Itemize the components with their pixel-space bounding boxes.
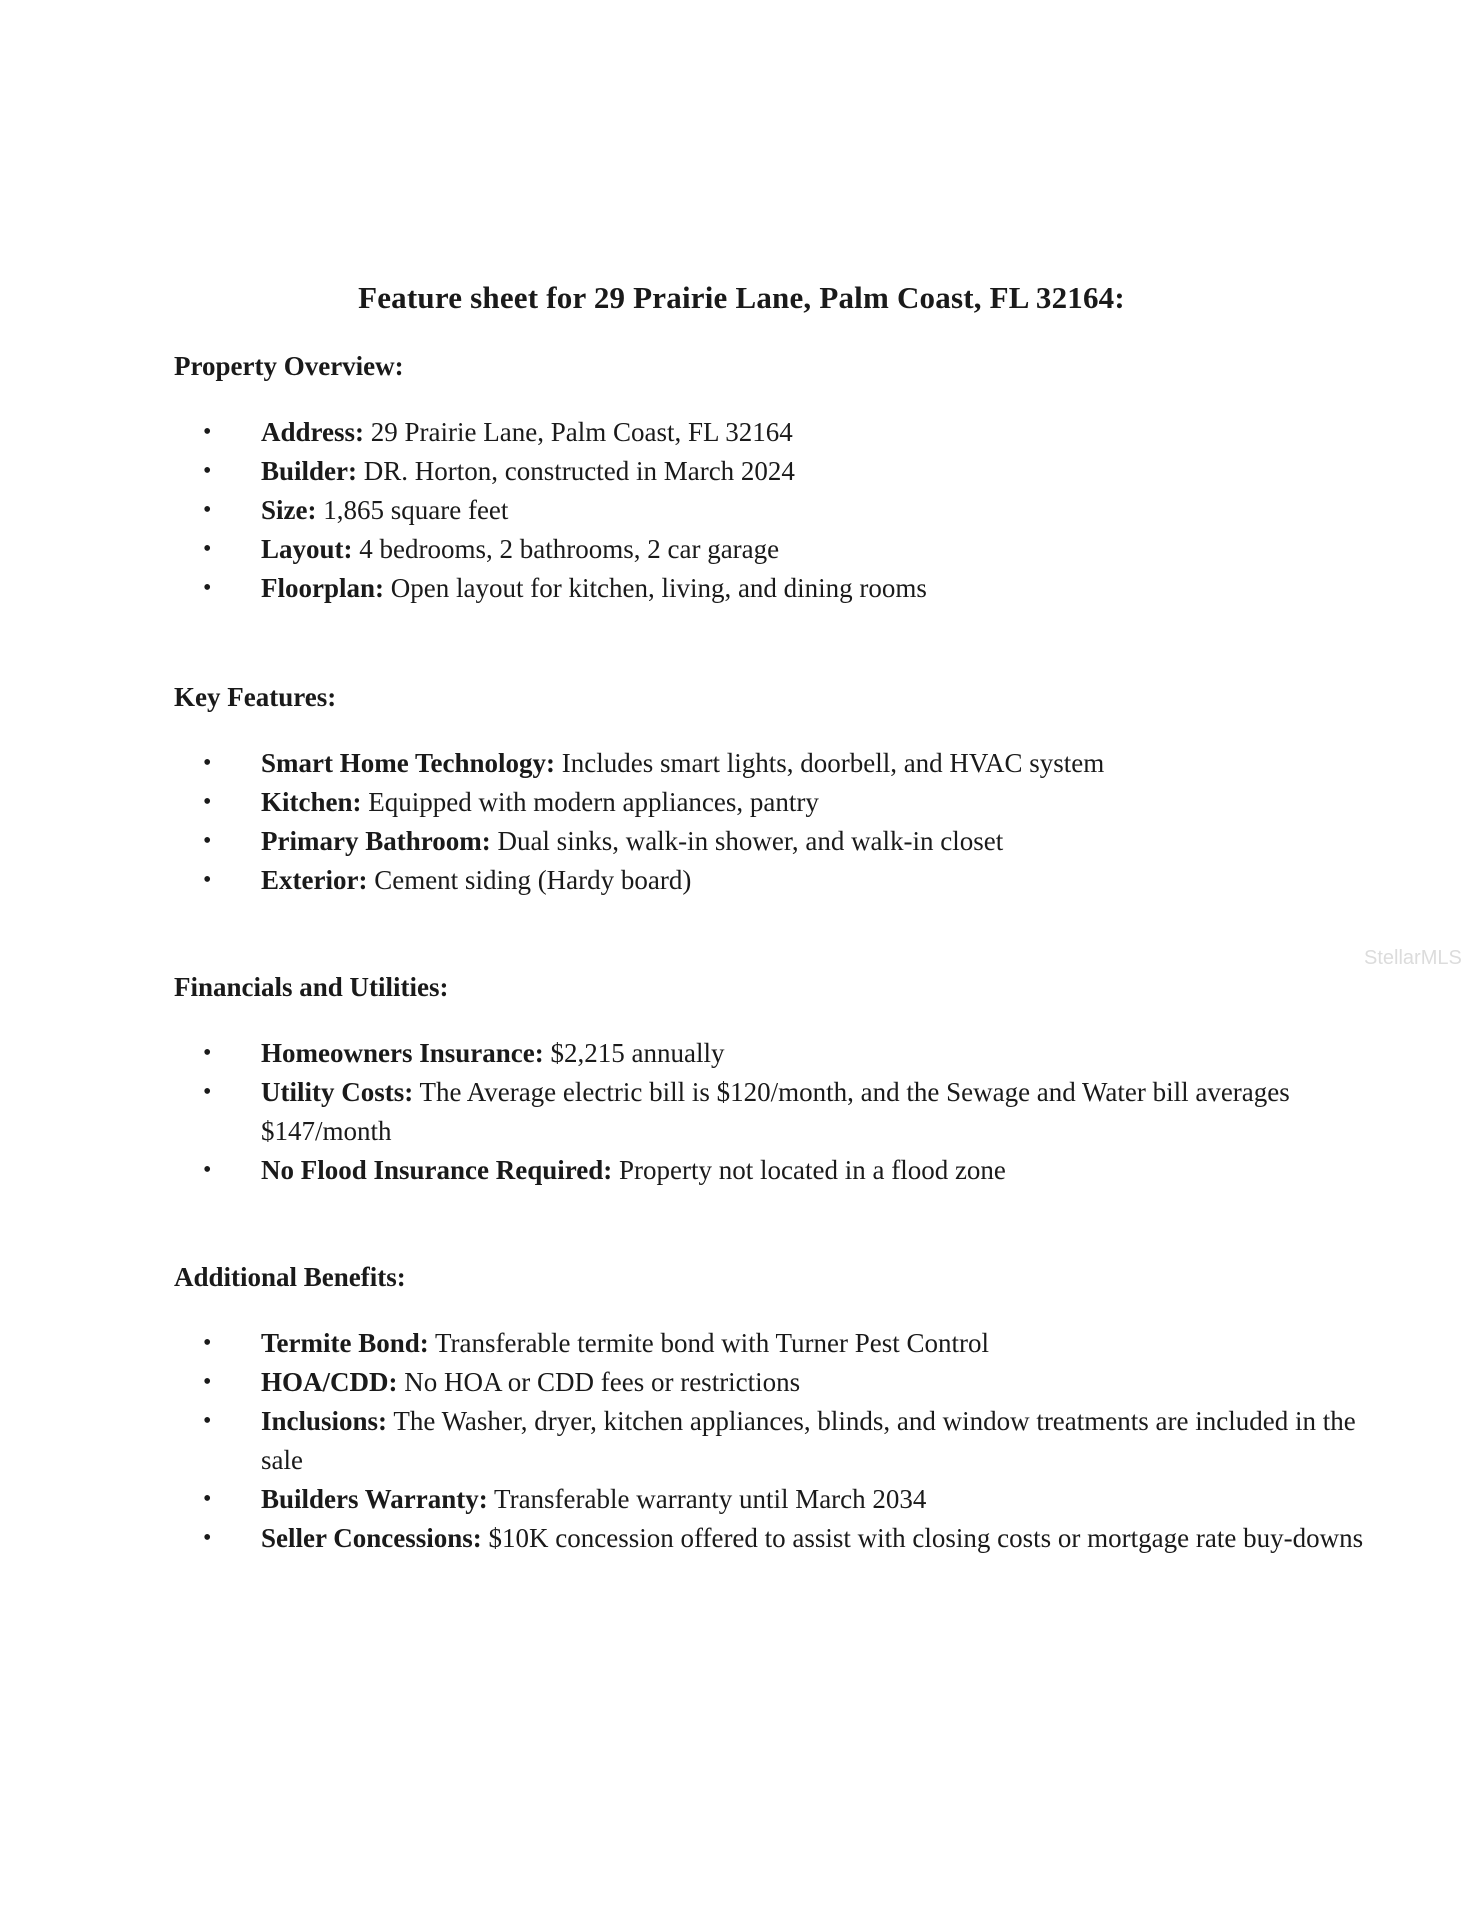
item-text: $2,215 annually (543, 1038, 725, 1068)
bullet-icon: • (203, 1079, 212, 1105)
list-item (174, 1480, 1381, 1519)
list-item (174, 569, 1381, 608)
bullet-icon: • (203, 1486, 212, 1512)
bullet-icon: • (203, 1157, 212, 1183)
bullet-icon: • (203, 1369, 212, 1395)
list-item (174, 452, 1381, 491)
list-item (174, 861, 1381, 900)
bullet-icon: • (203, 750, 212, 776)
bullet-icon: • (203, 1408, 212, 1434)
item-text: 1,865 square feet (316, 495, 509, 525)
item-label: Exterior: (261, 865, 368, 895)
list-item (174, 1151, 1381, 1190)
item-text: 29 Prairie Lane, Palm Coast, FL 32164 (364, 417, 793, 447)
list-item (174, 1363, 1381, 1402)
feature-list (174, 1034, 1324, 1190)
item-text: 4 bedrooms, 2 bathrooms, 2 car garage (352, 534, 780, 564)
section-financials-utilities (174, 967, 1324, 1190)
list-item (174, 530, 1381, 569)
item-text: Transferable termite bond with Turner Pest Control (428, 1328, 989, 1358)
item-label: HOA/CDD: (261, 1367, 398, 1397)
bullet-icon: • (203, 458, 212, 484)
bullet-icon: • (203, 1525, 212, 1551)
item-label: Primary Bathroom: (261, 826, 491, 856)
bullet-icon: • (203, 789, 212, 815)
bullet-icon: • (203, 419, 212, 445)
feature-list (174, 413, 1324, 608)
bullet-icon: • (203, 497, 212, 523)
bullet-icon: • (203, 1040, 212, 1066)
bullet-icon: • (203, 1330, 212, 1356)
list-item (174, 1324, 1381, 1363)
item-text: The Average electric bill is $120/month, and the Sewage and Water bill averages $147/month (261, 1077, 1290, 1146)
item-text: Transferable warranty until March 2034 (487, 1484, 927, 1514)
item-label: Size: (261, 495, 317, 525)
item-label: Seller Concessions: (261, 1523, 482, 1553)
item-text: DR. Horton, constructed in March 2024 (357, 456, 795, 486)
item-label: Inclusions: (261, 1406, 388, 1436)
list-item (174, 491, 1381, 530)
list-item (174, 822, 1381, 861)
item-text: The Washer, dryer, kitchen appliances, blinds, and window treatments are included in the sale (261, 1406, 1356, 1475)
list-item (174, 783, 1381, 822)
item-label: Smart Home Technology: (261, 748, 555, 778)
item-text: Dual sinks, walk-in shower, and walk-in closet (490, 826, 1004, 856)
feature-list (174, 744, 1324, 900)
item-text: Open layout for kitchen, living, and dining rooms (384, 573, 927, 603)
item-label: Address: (261, 417, 365, 447)
list-item (174, 744, 1381, 783)
item-label: Termite Bond: (261, 1328, 429, 1358)
section-key-features (174, 677, 1324, 900)
section-heading: Financials and Utilities: (174, 972, 449, 1002)
item-text: $10K concession offered to assist with closing costs or mortgage rate buy-downs (481, 1523, 1364, 1553)
bullet-icon: • (203, 536, 212, 562)
bullet-icon: • (203, 575, 212, 601)
list-item (174, 413, 1381, 452)
item-label: Builders Warranty: (261, 1484, 488, 1514)
watermark: StellarMLS (1364, 947, 1462, 969)
list-item (174, 1519, 1381, 1558)
section-heading: Key Features: (174, 682, 337, 712)
section-heading: Additional Benefits: (174, 1262, 406, 1292)
section-property-overview (174, 346, 1324, 608)
feature-list (174, 1324, 1364, 1558)
item-label: Layout: (261, 534, 353, 564)
item-text: Property not located in a flood zone (612, 1155, 1006, 1185)
item-label: Kitchen: (261, 787, 362, 817)
item-label: Floorplan: (261, 573, 385, 603)
item-text: Equipped with modern appliances, pantry (361, 787, 819, 817)
item-label: Builder: (261, 456, 358, 486)
section-heading: Property Overview: (174, 351, 404, 381)
bullet-icon: • (203, 867, 212, 893)
list-item (174, 1034, 1381, 1073)
item-text: Includes smart lights, doorbell, and HVAC system (555, 748, 1105, 778)
section-additional-benefits (174, 1257, 1364, 1558)
item-label: Utility Costs: (261, 1077, 414, 1107)
bullet-icon: • (203, 828, 212, 854)
page-title: Feature sheet for 29 Prairie Lane, Palm Coast, FL 32164: (358, 280, 1125, 315)
list-item (174, 1073, 1381, 1151)
item-text: No HOA or CDD fees or restrictions (397, 1367, 801, 1397)
item-label: No Flood Insurance Required: (261, 1155, 613, 1185)
item-label: Homeowners Insurance: (261, 1038, 544, 1068)
item-text: Cement siding (Hardy board) (367, 865, 692, 895)
list-item (174, 1402, 1381, 1480)
